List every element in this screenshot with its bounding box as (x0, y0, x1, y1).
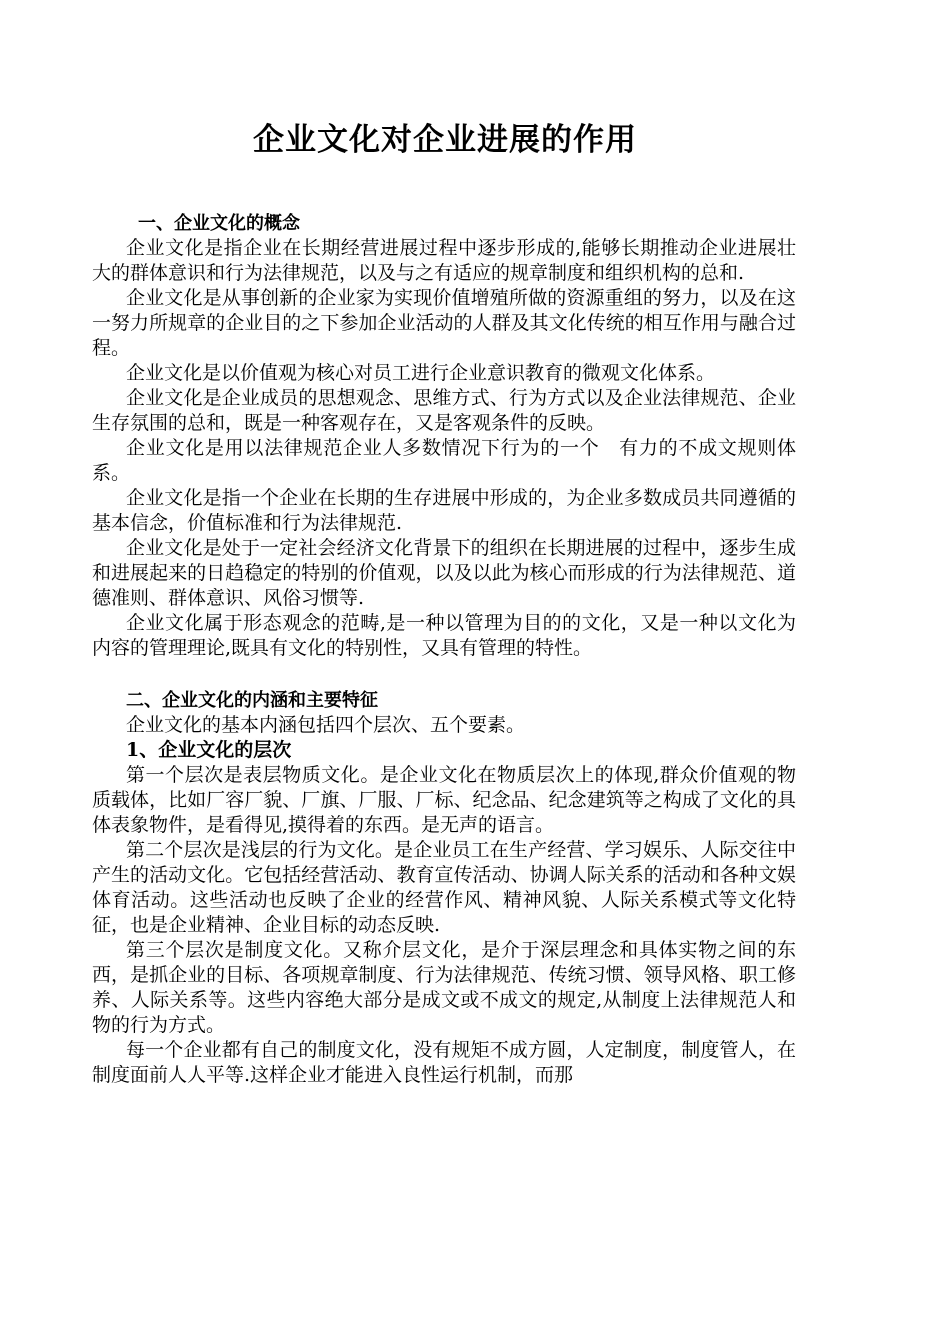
paragraph: 企业文化是以价值观为核心对员工进行企业意识教育的微观文化体系。 (126, 362, 716, 384)
paragraph: 每一个企业都有自己的制度文化，没有规矩不成方圆，人定制度，制度管人，在制度面前人人平等.这样企业才能进入良性运行机制，而那 (92, 1039, 796, 1086)
paragraph: 企业文化属于形态观念的范畴,是一种以管理为目的的文化，又是一种以文化为内容的管理理论,既具有文化的特别性，又具有管理的特性。 (92, 612, 796, 659)
section-heading-concept: 一、企业文化的概念 (138, 213, 300, 234)
paragraph: 企业文化是用以法律规范企业人多数情况下行为的一个 有力的不成文规则体系。 (92, 437, 796, 484)
paragraph: 第一个层次是表层物质文化。是企业文化在物质层次上的体现,群众价值观的物质载体，比如厂容厂貌、厂旗、厂服、厂标、纪念品、纪念建筑等之构成了文化的具体表象物件，是看得见,摸得着的东西。是无声的语言。 (92, 764, 796, 836)
paragraph: 企业文化是从事创新的企业家为实现价值增殖所做的资源重组的努力，以及在这一努力所规章的企业目的之下参加企业活动的人群及其文化传统的相互作用与融合过程。 (92, 287, 796, 359)
paragraph: 企业文化是指企业在长期经营进展过程中逐步形成的,能够长期推动企业进展壮大的群体意识和行为法律规范，以及与之有适应的规章制度和组织机构的总和. (92, 237, 796, 284)
paragraph: 第三个层次是制度文化。又称介层文化，是介于深层理念和具体实物之间的东西，是抓企业的目标、各项规章制度、行为法律规范、传统习惯、领导风格、职工修养、人际关系等。这些内容绝大部分是成文或不成文的规定,从制度上法律规范人和物的行为方式。 (92, 939, 796, 1036)
section-heading-connotation: 二、企业文化的内涵和主要特征 (126, 690, 378, 711)
document-body (92, 211, 796, 1088)
paragraph: 企业文化是处于一定社会经济文化背景下的组织在长期进展的过程中，逐步生成和进展起来的日趋稳定的特别的价值观，以及以此为核心而形成的行为法律规范、道德准则、群体意识、风俗习惯等. (92, 537, 796, 609)
paragraph: 第二个层次是浅层的行为文化。是企业员工在生产经营、学习娱乐、人际交往中产生的活动文化。它包括经营活动、教育宣传活动、协调人际关系的活动和各种文娱体育活动。这些活动也反映了企业的经营作风、精神风貌、人际关系模式等文化特征，也是企业精神、企业目标的动态反映. (92, 839, 796, 936)
paragraph: 企业文化的基本内涵包括四个层次、五个要素。 (126, 714, 526, 736)
subsection-heading-levels: 1、企业文化的层次 (126, 739, 292, 761)
paragraph: 企业文化是企业成员的思想观念、思维方式、行为方式以及企业法律规范、企业生存氛围的总和，既是一种客观存在，又是客观条件的反映。 (92, 387, 796, 434)
document-title: 企业文化对企业进展的作用 (253, 122, 637, 158)
paragraph: 企业文化是指一个企业在长期的生存进展中形成的，为企业多数成员共同遵循的基本信念，价值标准和行为法律规范. (92, 487, 796, 534)
